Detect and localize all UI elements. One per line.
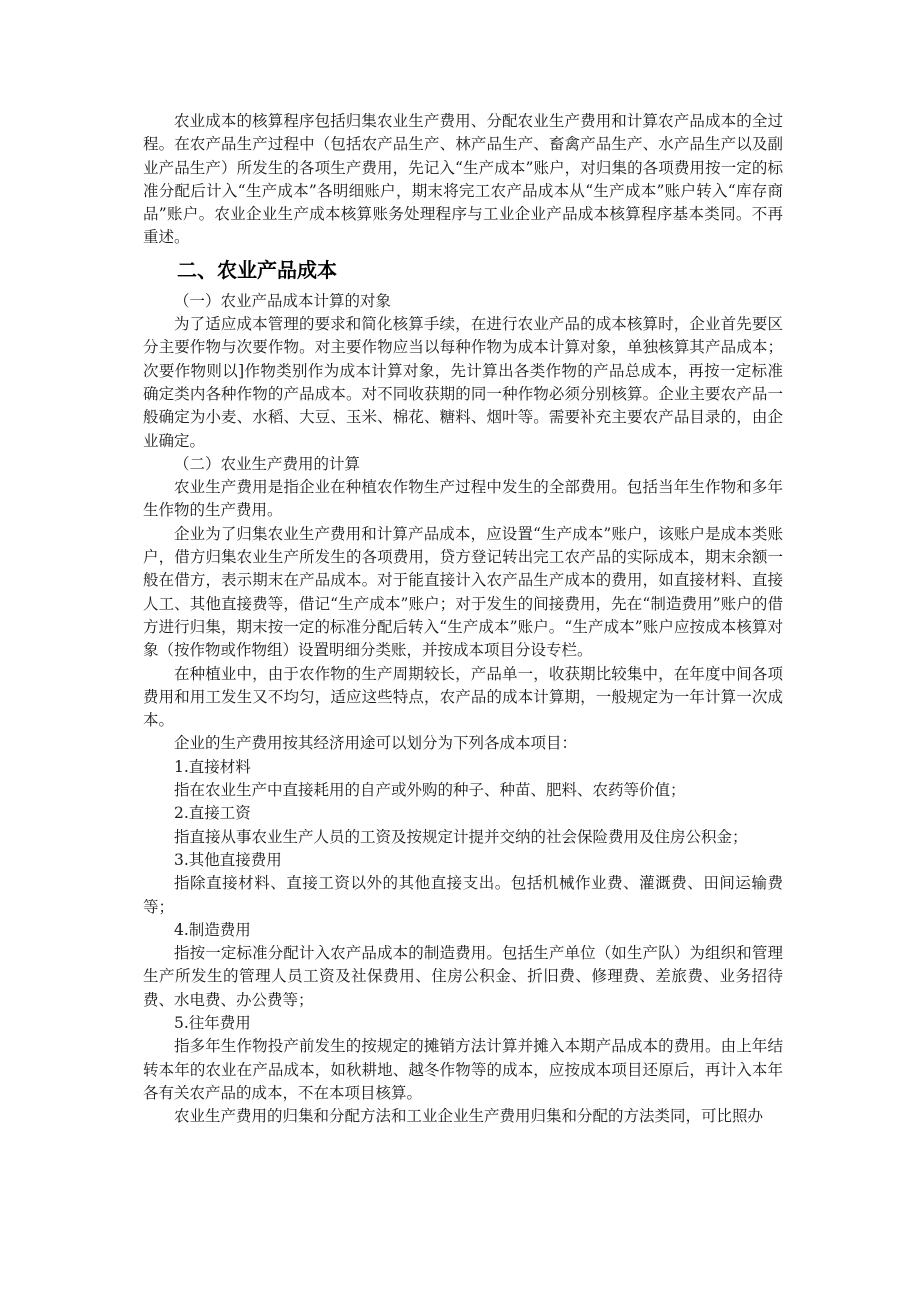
subsection-1-paragraph: 为了适应成本管理的要求和简化核算手续，在进行农业产品的成本核算时，企业首先要区分主要作物与次要作物。对主要作物应当以每种作物为成本计算对象，单独核算其产品成本；次要作物则以]作物类别作为成本计算对象，先计算出各类作物的产品总成本，再按一定标准确定类内各种作物的产品成本。对不同收获期的同一种作物必须分别核算。企业主要农产品一般确定为小麦、水稻、大豆、玉米、棉花、糖料、烟叶等。需要补充主要农产品目录的，由企业确定。 <box>143 315 783 450</box>
subsection-heading-1: （一）农业产品成本计算的对象 <box>174 291 392 310</box>
cost-item-description: 指直接从事农业生产人员的工资及按规定计提并交纳的社会保险费用及住房公积金； <box>174 827 748 846</box>
cost-item-description: 指除直接材料、直接工资以外的其他直接支出。包括机械作业费、灌溉费、田间运输费等； <box>143 874 783 916</box>
cost-item-label: 1.直接材料 <box>174 757 251 776</box>
cost-period-paragraph: 在种植业中，由于农作物的生产周期较长，产品单一，收获期比较集中，在年度中间各项费用和用工发生又不均匀，适应这些特点，农产品的成本计算期，一般规定为一年计算一次成本。 <box>143 664 783 730</box>
cost-item-description: 指在农业生产中直接耗用的自产或外购的种子、种苗、肥料、农药等价值； <box>174 781 686 800</box>
intro-paragraph: 农业成本的核算程序包括归集农业生产费用、分配农业生产费用和计算农产品成本的全过程。在农产品生产过程中（包括农产品生产、林产品生产、畜禽产品生产、水产品生产以及副业产品生产）所发生的各项生产费用，先记入“生产成本”账户，对归集的各项费用按一定的标准分配后计入“生产成本”各明细账户，期末将完工农产品成本从“生产成本”账户转入“库存商品”账户。农业企业生产成本核算账务处理程序与工业企业产品成本核算程序基本类同。不再重述。 <box>143 112 783 247</box>
subsection-heading-2: （二）农业生产费用的计算 <box>174 454 361 473</box>
cost-item-label: 2.直接工资 <box>174 804 251 823</box>
cost-item-description: 指按一定标准分配计入农产品成本的制造费用。包括生产单位（如生产队）为组织和管理生产所发生的管理人员工资及社保费用、住房公积金、折旧费、修理费、差旅费、业务招待费、水电费、办公费等； <box>143 944 783 1009</box>
document-body <box>143 110 783 1128</box>
cost-item-label: 4.制造费用 <box>174 920 251 939</box>
cost-item-label: 3.其他直接费用 <box>174 850 282 869</box>
cost-items-intro-paragraph: 企业的生产费用按其经济用途可以划分为下列各成本项目： <box>174 734 578 753</box>
cost-item-description: 指多年生作物投产前发生的按规定的摊销方法计算并摊入本期产品成本的费用。由上年结转本年的农业在产品成本，如秋耕地、越冬作物等的成本，应按成本项目还原后，再计入本年各有关农产品的成本，不在本项目核算。 <box>143 1037 783 1102</box>
section-heading: 二、农业产品成本 <box>177 257 337 282</box>
cost-item-label: 5.往年费用 <box>174 1013 251 1032</box>
closing-paragraph: 农业生产费用的归集和分配方法和工业企业生产费用归集和分配的方法类同，可比照办 <box>174 1107 764 1126</box>
accounting-paragraph: 企业为了归集农业生产费用和计算产品成本，应设置“生产成本”账户，该账户是成本类账户，借方归集农业生产所发生的各项费用，贷方登记转出完工农产品的实际成本，期末余额一般在借方，表示期末在产品成本。对于能直接计入农产品生产成本的费用，如直接材料、直接人工、其他直接费等，借记“生产成本”账户；对于发生的间接费用，先在“制造费用”账户的借方进行归集，期末按一定的标准分配后转入“生产成本”账户。“生产成本”账户应按成本核算对象（按作物或作物组）设置明细分类账，并按成本项目分设专栏。 <box>143 524 783 660</box>
expense-definition-paragraph: 农业生产费用是指企业在种植农作物生产过程中发生的全部费用。包括当年生作物和多年生作物的生产费用。 <box>143 478 783 520</box>
